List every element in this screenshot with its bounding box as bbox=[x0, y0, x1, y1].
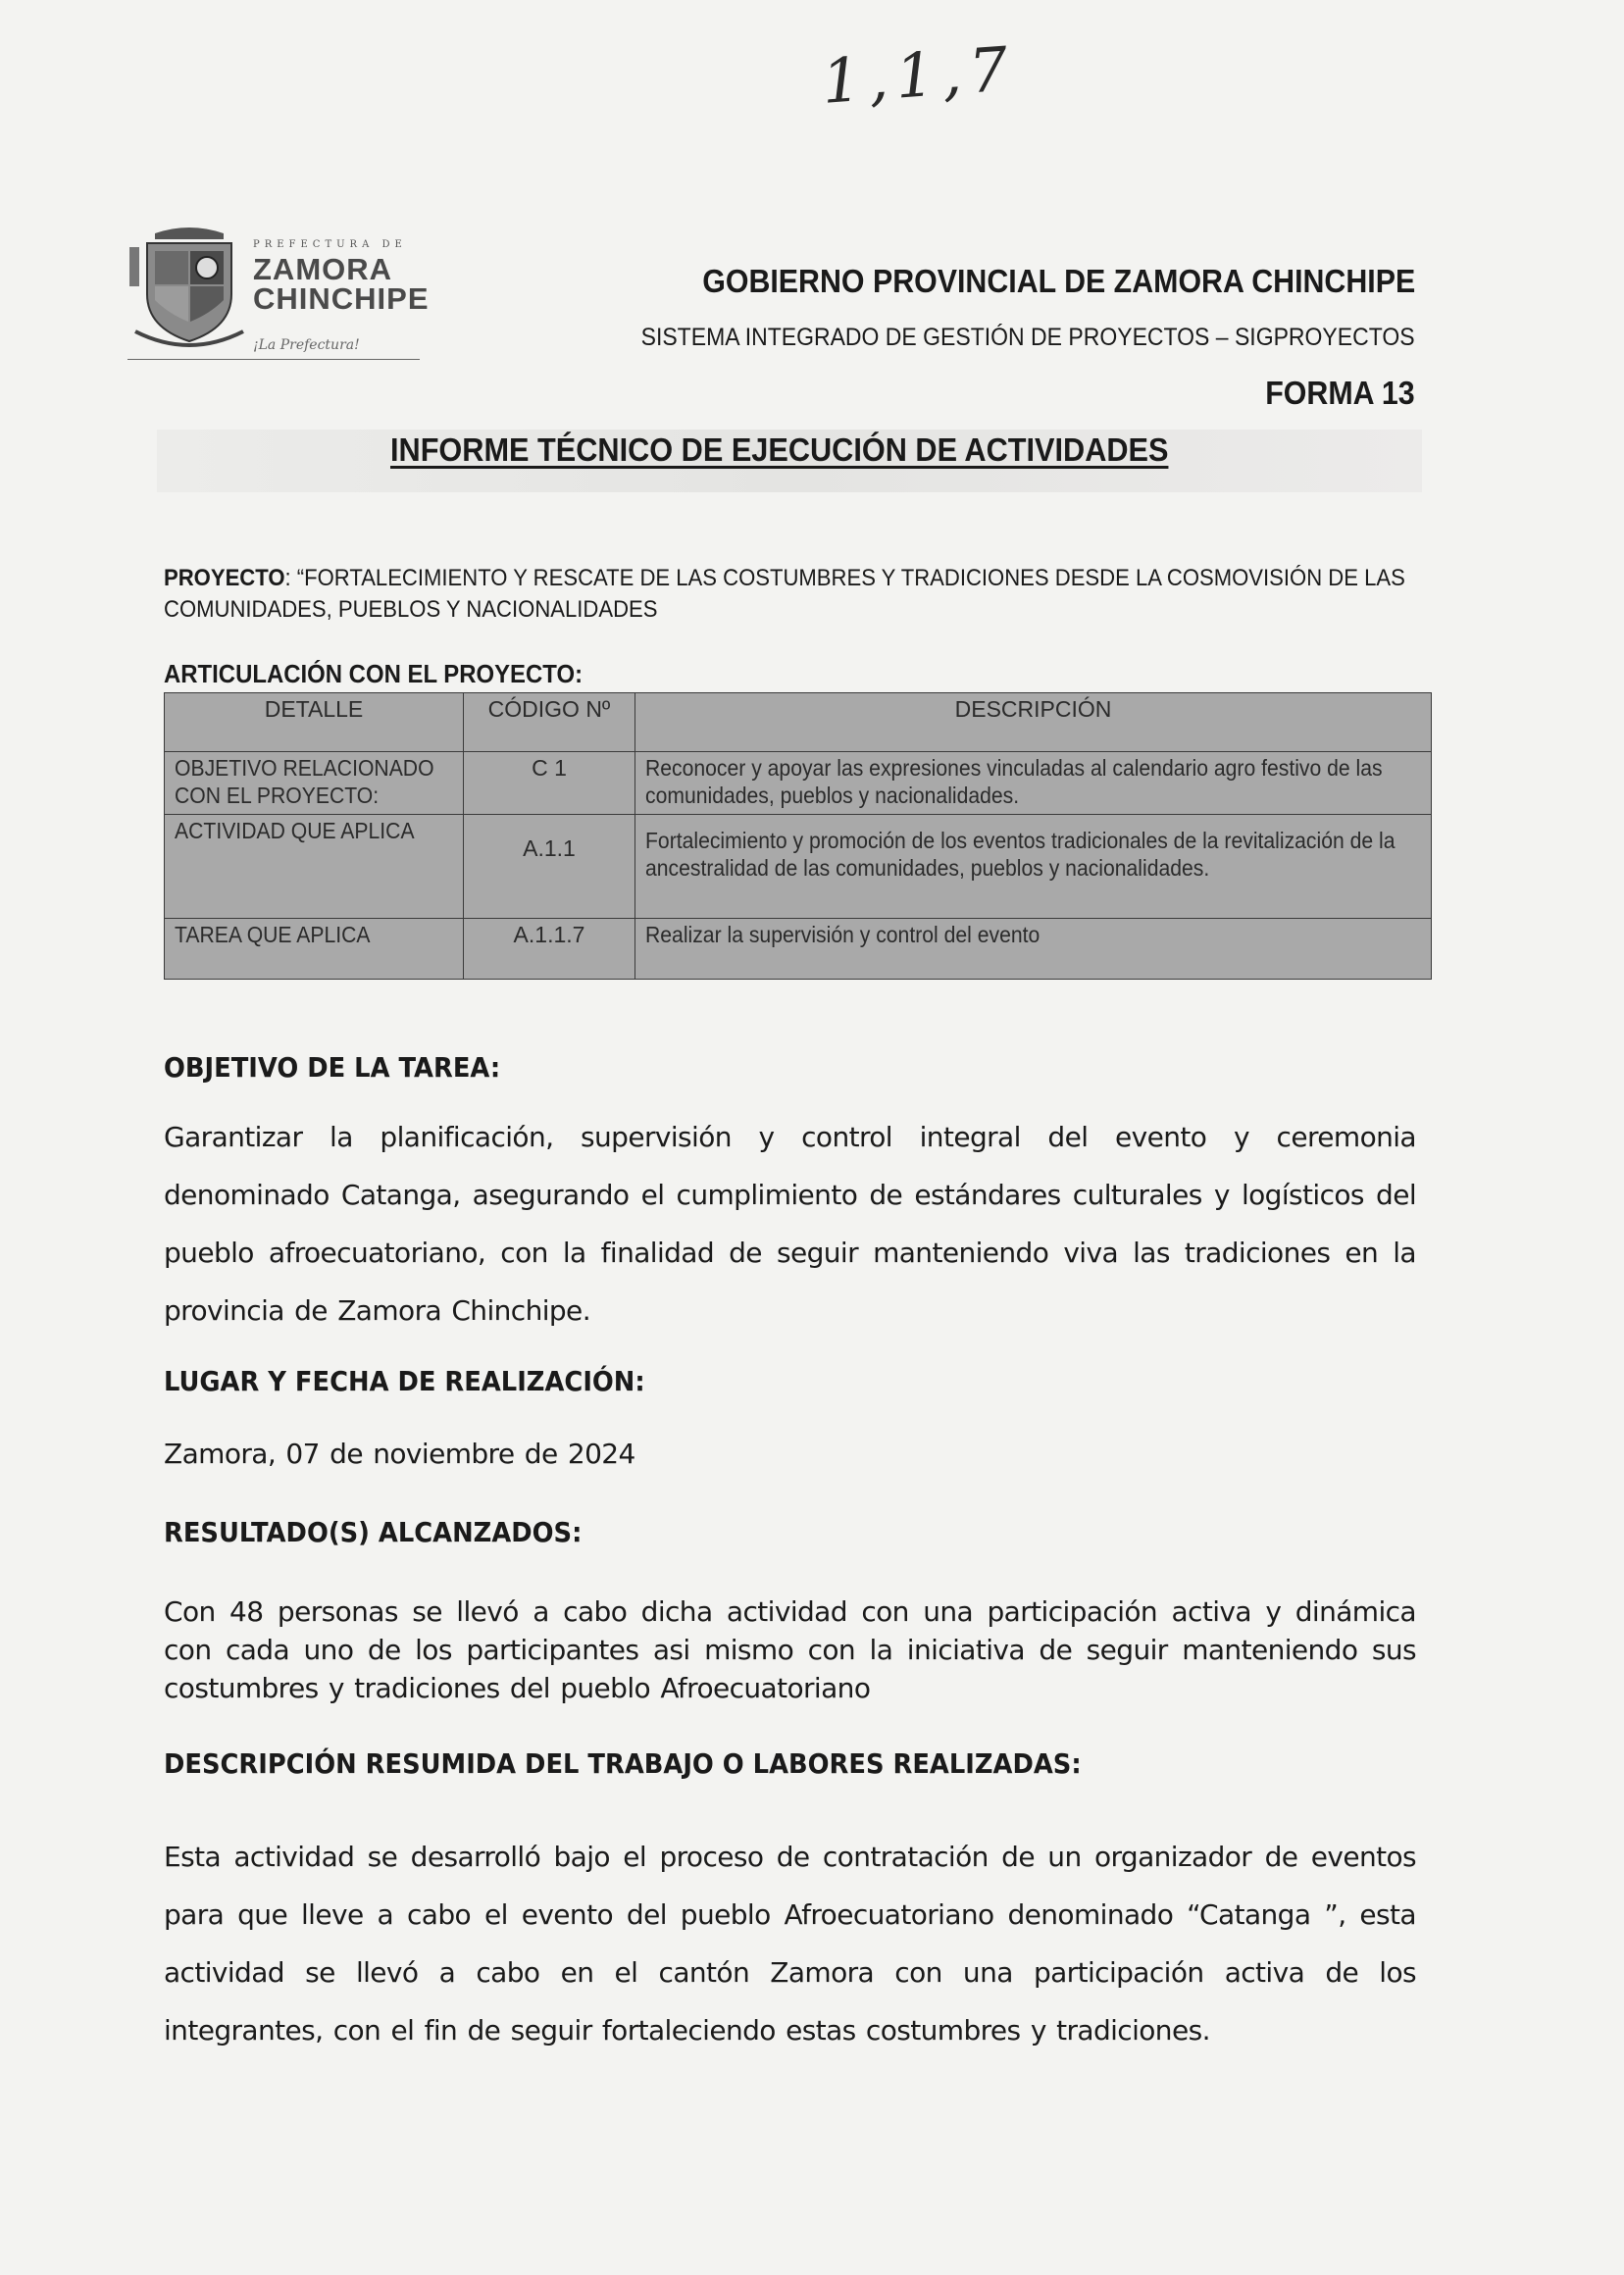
descripcion-text: Esta actividad se desarrolló bajo el proceso de contratación de un organizador de eventos para que lleve a cabo el evento del pueblo Afroecuatoriano denominado “Catanga ”, esta actividad se llevó a cabo en el cantón Zamora con una participación activa de los integrantes, con el fin de seguir fortaleciendo estas costumbres y tradiciones. bbox=[164, 1841, 1416, 2047]
form-code: FORMA 13 bbox=[1265, 375, 1415, 411]
articulacion-table bbox=[164, 692, 1432, 980]
header-subtitle: SISTEMA INTEGRADO DE GESTIÓN DE PROYECTOS – SIGPROYECTOS bbox=[641, 324, 1415, 351]
proyecto-paragraph bbox=[164, 563, 1420, 626]
table-header-row bbox=[165, 693, 1432, 752]
articulacion-heading: ARTICULACIÓN CON EL PROYECTO: bbox=[164, 659, 584, 688]
logo-name-line2: CHINCHIPE bbox=[253, 281, 430, 316]
table-cell-codigo: A.1.1 bbox=[464, 815, 635, 919]
table-row bbox=[165, 815, 1432, 919]
table-cell-descripcion: Fortalecimiento y promoción de los eventos tradicionales de la revitalización de la ancestralidad de las comunidades, pueblos y nacionalidades. bbox=[635, 815, 1432, 919]
prefectura-logo bbox=[126, 226, 430, 363]
table-cell-codigo: A.1.1.7 bbox=[464, 919, 635, 980]
resultados-heading: RESULTADO(S) ALCANZADOS: bbox=[164, 1516, 583, 1548]
descripcion-heading: DESCRIPCIÓN RESUMIDA DEL TRABAJO O LABORES REALIZADAS: bbox=[164, 1747, 1082, 1780]
objetivo-heading: OBJETIVO DE LA TAREA: bbox=[164, 1051, 501, 1084]
table-cell-detalle: ACTIVIDAD QUE APLICA bbox=[165, 815, 464, 919]
table-row bbox=[165, 919, 1432, 980]
proyecto-text: : “FORTALECIMIENTO Y RESCATE DE LAS COSTUMBRES Y TRADICIONES DESDE LA COSMOVISIÓN DE LAS COMUNIDADES, PUEBLOS Y NACIONALIDADES bbox=[164, 565, 1405, 623]
logo-slogan: ¡La Prefectura! bbox=[253, 337, 360, 353]
resultados-text: Con 48 personas se llevó a cabo dicha actividad con una participación activa y dinámica con cada uno de los participantes asi mismo con la iniciativa de seguir manteniendo sus costumbres y tradiciones del pueblo Afroecuatoriano bbox=[164, 1595, 1416, 1704]
header-title: GOBIERNO PROVINCIAL DE ZAMORA CHINCHIPE bbox=[701, 263, 1415, 299]
coat-of-arms-icon bbox=[126, 226, 253, 357]
column-header: DETALLE bbox=[165, 693, 464, 752]
table-cell-detalle: TAREA QUE APLICA bbox=[165, 919, 464, 980]
logo-top-text: PREFECTURA DE bbox=[253, 239, 407, 250]
lugar-heading: LUGAR Y FECHA DE REALIZACIÓN: bbox=[164, 1365, 645, 1397]
table-cell-descripcion: Realizar la supervisión y control del evento bbox=[635, 919, 1432, 980]
document-title: INFORME TÉCNICO DE EJECUCIÓN DE ACTIVIDADES bbox=[390, 431, 1169, 468]
table-cell-detalle: OBJETIVO RELACIONADO CON EL PROYECTO: bbox=[165, 752, 464, 815]
lugar-text: Zamora, 07 de noviembre de 2024 bbox=[164, 1438, 635, 1470]
column-header: DESCRIPCIÓN bbox=[635, 693, 1432, 752]
proyecto-label: PROYECTO bbox=[164, 565, 285, 591]
column-header: CÓDIGO Nº bbox=[464, 693, 635, 752]
objetivo-text: Garantizar la planificación, supervisión y control integral del evento y ceremonia denominado Catanga, asegurando el cumplimiento de estándares culturales y logísticos del pueblo afroecuatoriano, con la finalidad de seguir manteniendo viva las tradiciones en la provincia de Zamora Chinchipe. bbox=[164, 1121, 1416, 1327]
handwritten-page-note: 1,1,7 bbox=[819, 32, 1019, 118]
table-row bbox=[165, 752, 1432, 815]
logo-divider bbox=[127, 359, 420, 360]
table-cell-codigo: C 1 bbox=[464, 752, 635, 815]
logo-name-line1: ZAMORA bbox=[253, 252, 393, 286]
table-cell-descripcion: Reconocer y apoyar las expresiones vinculadas al calendario agro festivo de las comunidades, pueblos y nacionalidades. bbox=[635, 752, 1432, 815]
logo-name bbox=[253, 252, 430, 316]
